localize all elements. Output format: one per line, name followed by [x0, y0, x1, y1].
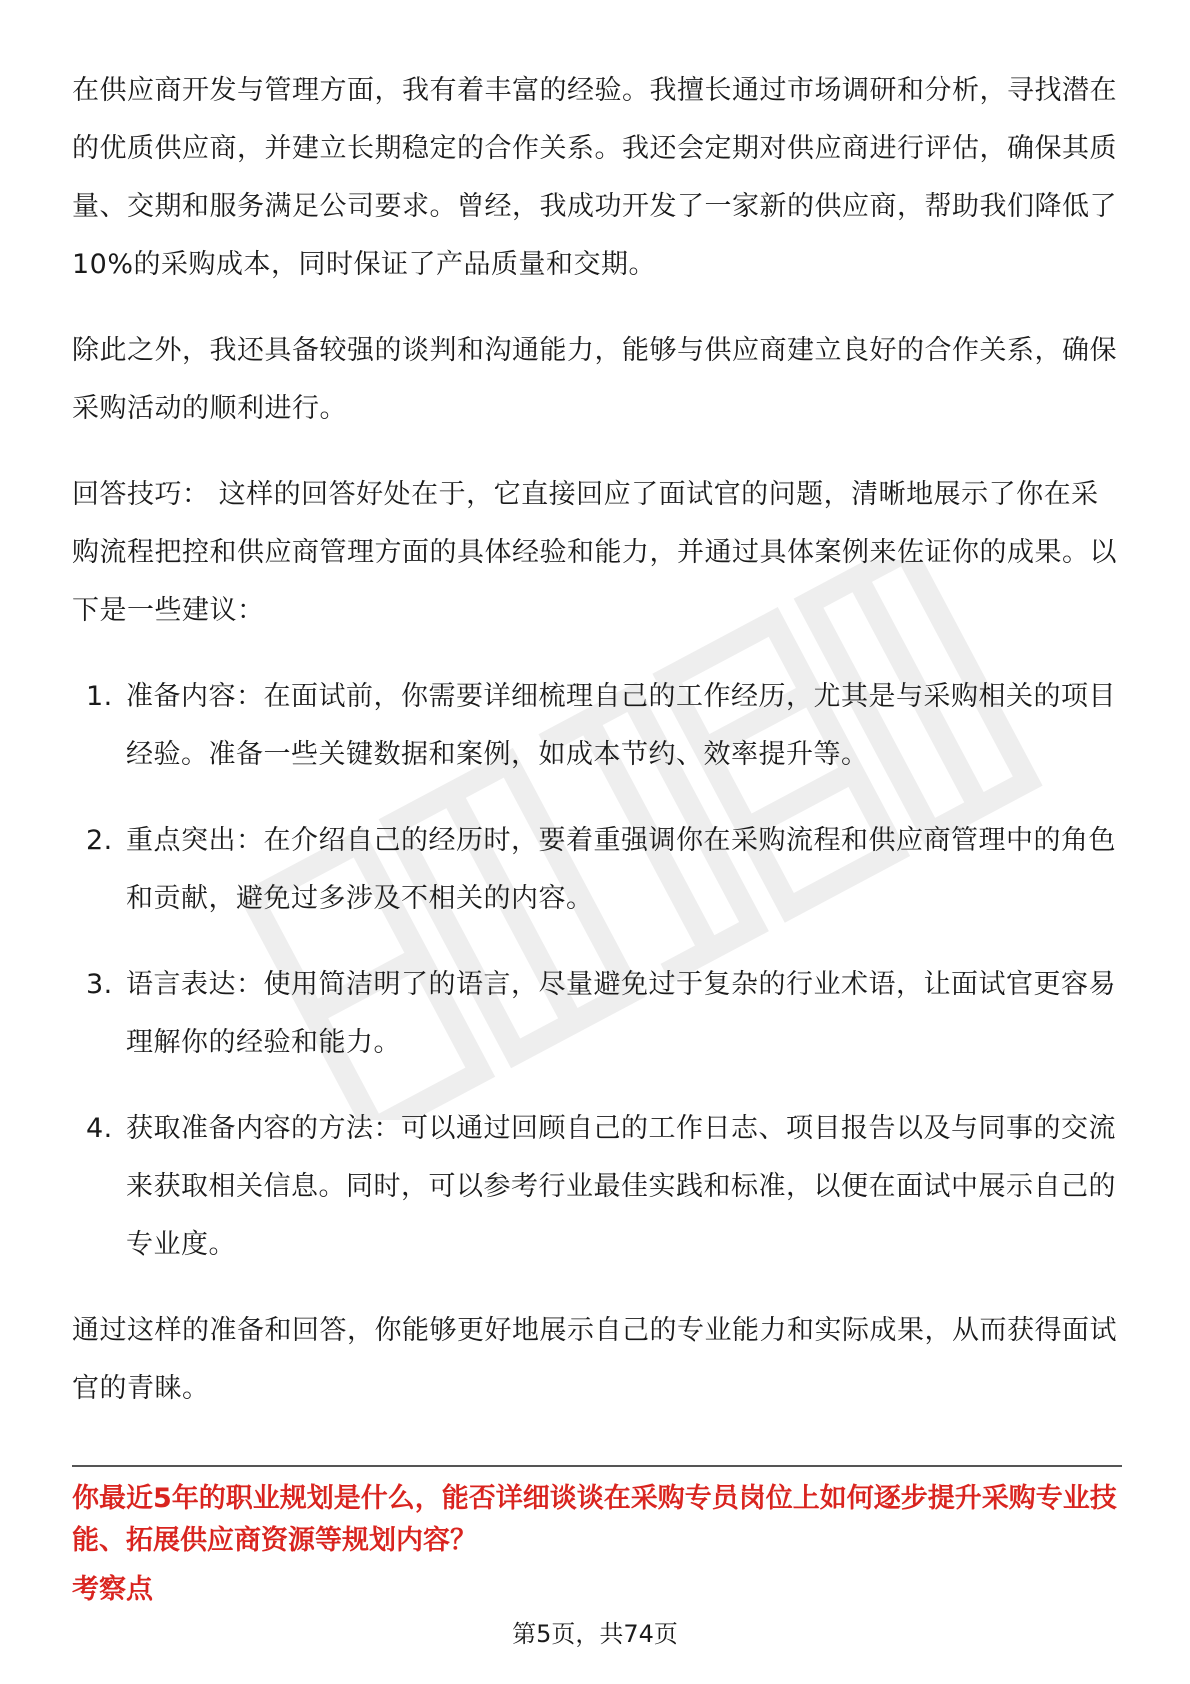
paragraph-negotiation: 除此之外，我还具备较强的谈判和沟通能力，能够与供应商建立良好的合作关系，确保采购活动的顺利进行。 — [72, 335, 1117, 424]
main-content — [72, 62, 1122, 1446]
page-footer: 第5页，共74页 — [512, 1620, 678, 1648]
interview-question-heading: 你最近5年的职业规划是什么，能否详细谈谈在采购专员岗位上如何逐步提升采购专业技能、拓展供应商资源等规划内容？ — [72, 1483, 1117, 1556]
list-item-text: 获取准备内容的方法：可以通过回顾自己的工作日志、项目报告以及与同事的交流来获取相关信息。同时，可以参考行业最佳实践和标准，以便在面试中展示自己的专业度。 — [126, 1113, 1116, 1260]
list-item-text: 重点突出：在介绍自己的经历时，要着重强调你在采购流程和供应商管理中的角色和贡献，避免过多涉及不相关的内容。 — [126, 825, 1116, 914]
paragraph-closing: 通过这样的准备和回答，你能够更好地展示自己的专业能力和实际成果，从而获得面试官的青睐。 — [72, 1315, 1117, 1404]
paragraph-supplier-experience: 在供应商开发与管理方面，我有着丰富的经验。我擅长通过市场调研和分析，寻找潜在的优质供应商，并建立长期稳定的合作关系。我还会定期对供应商进行评估，确保其质量、交期和服务满足公司要求。曾经，我成功开发了一家新的供应商，帮助我们降低了10%的采购成本，同时保证了产品质量和交期。 — [72, 75, 1117, 280]
section-divider — [72, 1465, 1122, 1467]
list-item — [72, 812, 1122, 928]
list-item — [72, 956, 1122, 1072]
list-item-text: 准备内容：在面试前，你需要详细梳理自己的工作经历，尤其是与采购相关的项目经验。准备一些关键数据和案例，如成本节约、效率提升等。 — [126, 681, 1116, 770]
tips-list — [72, 668, 1122, 1274]
list-item — [72, 1100, 1122, 1274]
list-item-number: 1. — [86, 681, 113, 712]
list-item — [72, 668, 1122, 784]
list-item-number: 2. — [86, 825, 113, 856]
section-label-focus: 考察点 — [72, 1574, 153, 1605]
paragraph-answer-tips: 回答技巧： 这样的回答好处在于，它直接回应了面试官的问题，清晰地展示了你在采购流程把控和供应商管理方面的具体经验和能力，并通过具体案例来佐证你的成果。以下是一些建议： — [72, 479, 1117, 626]
list-item-number: 4. — [86, 1113, 113, 1144]
list-item-text: 语言表达：使用简洁明了的语言，尽量避免过于复杂的行业术语，让面试官更容易理解你的经验和能力。 — [126, 969, 1116, 1058]
list-item-number: 3. — [86, 969, 113, 1000]
